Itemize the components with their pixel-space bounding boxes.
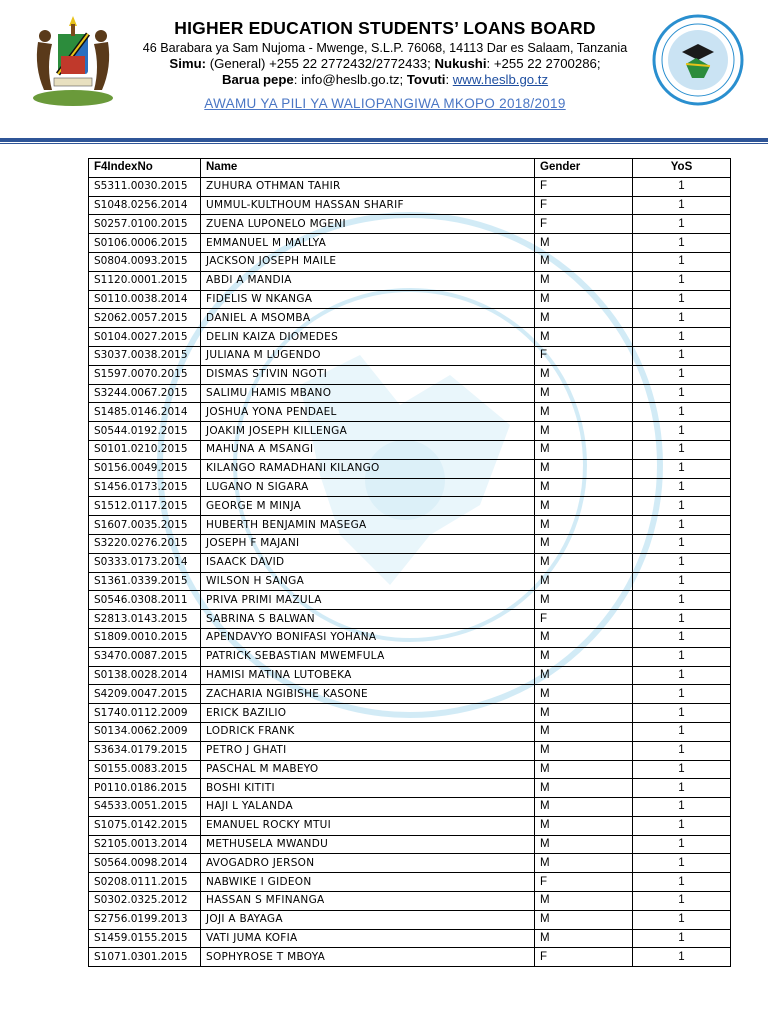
cell-name: HAMISI MATINA LUTOBEKA bbox=[201, 666, 535, 685]
cell-name: JOJI A BAYAGA bbox=[201, 910, 535, 929]
cell-index-no: S0138.0028.2014 bbox=[89, 666, 201, 685]
cell-name: LUGANO N SIGARA bbox=[201, 478, 535, 497]
fax-value: : +255 22 2700286; bbox=[486, 56, 601, 71]
cell-yos: 1 bbox=[633, 365, 731, 384]
cell-yos: 1 bbox=[633, 666, 731, 685]
table-row bbox=[89, 346, 731, 365]
cell-index-no: S3634.0179.2015 bbox=[89, 741, 201, 760]
cell-yos: 1 bbox=[633, 835, 731, 854]
cell-yos: 1 bbox=[633, 572, 731, 591]
cell-gender: M bbox=[535, 422, 633, 441]
table-row bbox=[89, 948, 731, 967]
cell-yos: 1 bbox=[633, 497, 731, 516]
cell-yos: 1 bbox=[633, 704, 731, 723]
cell-gender: M bbox=[535, 798, 633, 817]
cell-gender: M bbox=[535, 290, 633, 309]
cell-index-no: S4533.0051.2015 bbox=[89, 798, 201, 817]
cell-gender: M bbox=[535, 760, 633, 779]
cell-index-no: S0302.0325.2012 bbox=[89, 892, 201, 911]
cell-yos: 1 bbox=[633, 553, 731, 572]
cell-index-no: S3244.0067.2015 bbox=[89, 384, 201, 403]
table-row bbox=[89, 929, 731, 948]
cell-gender: M bbox=[535, 497, 633, 516]
cell-yos: 1 bbox=[633, 234, 731, 253]
cell-yos: 1 bbox=[633, 271, 731, 290]
cell-yos: 1 bbox=[633, 196, 731, 215]
cell-yos: 1 bbox=[633, 741, 731, 760]
cell-gender: M bbox=[535, 553, 633, 572]
cell-yos: 1 bbox=[633, 384, 731, 403]
table-row bbox=[89, 384, 731, 403]
cell-gender: M bbox=[535, 910, 633, 929]
cell-name: HAJI L YALANDA bbox=[201, 798, 535, 817]
cell-index-no: S2062.0057.2015 bbox=[89, 309, 201, 328]
table-row bbox=[89, 873, 731, 892]
cell-gender: M bbox=[535, 440, 633, 459]
cell-gender: M bbox=[535, 534, 633, 553]
fax-label: Nukushi bbox=[434, 56, 487, 71]
cell-yos: 1 bbox=[633, 647, 731, 666]
cell-gender: M bbox=[535, 572, 633, 591]
table-row bbox=[89, 478, 731, 497]
cell-gender: F bbox=[535, 346, 633, 365]
table-row bbox=[89, 309, 731, 328]
cell-index-no: S0156.0049.2015 bbox=[89, 459, 201, 478]
cell-gender: M bbox=[535, 854, 633, 873]
cell-index-no: S0333.0173.2014 bbox=[89, 553, 201, 572]
table-header-row bbox=[89, 159, 731, 178]
organization-name: HIGHER EDUCATION STUDENTS’ LOANS BOARD bbox=[174, 18, 596, 38]
cell-yos: 1 bbox=[633, 328, 731, 347]
cell-yos: 1 bbox=[633, 403, 731, 422]
cell-yos: 1 bbox=[633, 854, 731, 873]
cell-name: AVOGADRO JERSON bbox=[201, 854, 535, 873]
cell-name: KILANGO RAMADHANI KILANGO bbox=[201, 459, 535, 478]
cell-name: PRIVA PRIMI MAZULA bbox=[201, 591, 535, 610]
cell-gender: M bbox=[535, 666, 633, 685]
cell-yos: 1 bbox=[633, 346, 731, 365]
table-row bbox=[89, 516, 731, 535]
cell-name: JOAKIM JOSEPH KILLENGA bbox=[201, 422, 535, 441]
table-row bbox=[89, 610, 731, 629]
cell-name: WILSON H SANGA bbox=[201, 572, 535, 591]
cell-name: SOPHYROSE T MBOYA bbox=[201, 948, 535, 967]
table-row bbox=[89, 572, 731, 591]
cell-index-no: S1512.0117.2015 bbox=[89, 497, 201, 516]
cell-gender: M bbox=[535, 516, 633, 535]
cell-name: EMANUEL ROCKY MTUI bbox=[201, 816, 535, 835]
cell-name: HUBERTH BENJAMIN MASEGA bbox=[201, 516, 535, 535]
cell-index-no: S0101.0210.2015 bbox=[89, 440, 201, 459]
email-web-line: Barua pepe: info@heslb.go.tz; Tovuti: www.heslb.go.tz bbox=[221, 72, 549, 87]
cell-index-no: S0110.0038.2014 bbox=[89, 290, 201, 309]
table-row bbox=[89, 816, 731, 835]
cell-yos: 1 bbox=[633, 534, 731, 553]
cell-yos: 1 bbox=[633, 309, 731, 328]
cell-name: PASCHAL M MABEYO bbox=[201, 760, 535, 779]
cell-name: JULIANA M LUGENDO bbox=[201, 346, 535, 365]
cell-index-no: S1071.0301.2015 bbox=[89, 948, 201, 967]
address-line: 46 Barabara ya Sam Nujoma - Mwenge, S.L.P. 76068, 14113 Dar es Salaam, Tanzania bbox=[142, 41, 628, 55]
cell-yos: 1 bbox=[633, 440, 731, 459]
cell-gender: F bbox=[535, 215, 633, 234]
cell-index-no: S1485.0146.2014 bbox=[89, 403, 201, 422]
cell-yos: 1 bbox=[633, 290, 731, 309]
table-row bbox=[89, 440, 731, 459]
cell-yos: 1 bbox=[633, 252, 731, 271]
cell-index-no: S1459.0155.2015 bbox=[89, 929, 201, 948]
cell-name: JOSHUA YONA PENDAEL bbox=[201, 403, 535, 422]
letterhead bbox=[0, 0, 768, 140]
cell-yos: 1 bbox=[633, 929, 731, 948]
table-row bbox=[89, 196, 731, 215]
cell-name: JACKSON JOSEPH MAILE bbox=[201, 252, 535, 271]
cell-gender: M bbox=[535, 779, 633, 798]
cell-name: ZACHARIA NGIBISHE KASONE bbox=[201, 685, 535, 704]
cell-name: DANIEL A MSOMBA bbox=[201, 309, 535, 328]
cell-name: HASSAN S MFINANGA bbox=[201, 892, 535, 911]
cell-index-no: S1048.0256.2014 bbox=[89, 196, 201, 215]
cell-yos: 1 bbox=[633, 628, 731, 647]
cell-gender: M bbox=[535, 591, 633, 610]
cell-index-no: S0155.0083.2015 bbox=[89, 760, 201, 779]
cell-yos: 1 bbox=[633, 591, 731, 610]
cell-yos: 1 bbox=[633, 873, 731, 892]
cell-gender: M bbox=[535, 628, 633, 647]
phone-value: (General) +255 22 2772432/2772433; bbox=[209, 56, 431, 71]
table-row bbox=[89, 234, 731, 253]
cell-name: SABRINA S BALWAN bbox=[201, 610, 535, 629]
cell-yos: 1 bbox=[633, 910, 731, 929]
cell-index-no: S1607.0035.2015 bbox=[89, 516, 201, 535]
cell-gender: M bbox=[535, 685, 633, 704]
email-label: Barua pepe bbox=[221, 72, 294, 87]
phone-label: Simu: bbox=[169, 56, 207, 71]
cell-gender: M bbox=[535, 252, 633, 271]
cell-yos: 1 bbox=[633, 722, 731, 741]
cell-name: JOSEPH F MAJANI bbox=[201, 534, 535, 553]
cell-index-no: S0134.0062.2009 bbox=[89, 722, 201, 741]
cell-index-no: S0106.0006.2015 bbox=[89, 234, 201, 253]
table-row bbox=[89, 271, 731, 290]
cell-name: ERICK BAZILIO bbox=[201, 704, 535, 723]
cell-index-no: S3220.0276.2015 bbox=[89, 534, 201, 553]
cell-gender: M bbox=[535, 403, 633, 422]
header-rule-thin bbox=[0, 143, 768, 144]
cell-index-no: S4209.0047.2015 bbox=[89, 685, 201, 704]
cell-index-no: S3037.0038.2015 bbox=[89, 346, 201, 365]
table-row bbox=[89, 722, 731, 741]
table-row bbox=[89, 328, 731, 347]
cell-name: APENDAVYO BONIFASI YOHANA bbox=[201, 628, 535, 647]
loan-beneficiaries-table bbox=[88, 158, 731, 967]
table-row bbox=[89, 553, 731, 572]
table-row bbox=[89, 628, 731, 647]
table-row bbox=[89, 290, 731, 309]
cell-index-no: S1740.0112.2009 bbox=[89, 704, 201, 723]
cell-gender: F bbox=[535, 177, 633, 196]
cell-yos: 1 bbox=[633, 610, 731, 629]
cell-gender: M bbox=[535, 328, 633, 347]
cell-name: NABWIKE I GIDEON bbox=[201, 873, 535, 892]
cell-index-no: S1120.0001.2015 bbox=[89, 271, 201, 290]
cell-name: GEORGE M MINJA bbox=[201, 497, 535, 516]
table-row bbox=[89, 403, 731, 422]
cell-name: ZUENA LUPONELO MGENI bbox=[201, 215, 535, 234]
cell-yos: 1 bbox=[633, 459, 731, 478]
cell-gender: M bbox=[535, 234, 633, 253]
cell-gender: M bbox=[535, 478, 633, 497]
cell-gender: M bbox=[535, 384, 633, 403]
cell-index-no: S0804.0093.2015 bbox=[89, 252, 201, 271]
cell-gender: F bbox=[535, 196, 633, 215]
table-row bbox=[89, 177, 731, 196]
table-row bbox=[89, 779, 731, 798]
table-row bbox=[89, 704, 731, 723]
cell-yos: 1 bbox=[633, 892, 731, 911]
cell-name: DELIN KAIZA DIOMEDES bbox=[201, 328, 535, 347]
web-label: Tovuti bbox=[406, 72, 446, 87]
cell-yos: 1 bbox=[633, 798, 731, 817]
cell-gender: M bbox=[535, 365, 633, 384]
document-subtitle: AWAMU YA PILI YA WALIOPANGIWA MKOPO 2018/2019 bbox=[204, 96, 566, 111]
cell-index-no: S2756.0199.2013 bbox=[89, 910, 201, 929]
column-header-gender: Gender bbox=[535, 159, 633, 178]
cell-name: METHUSELA MWANDU bbox=[201, 835, 535, 854]
cell-index-no: S0544.0192.2015 bbox=[89, 422, 201, 441]
table-row bbox=[89, 215, 731, 234]
cell-index-no: S0546.0308.2011 bbox=[89, 591, 201, 610]
table-row bbox=[89, 422, 731, 441]
cell-yos: 1 bbox=[633, 215, 731, 234]
cell-name: ABDI A MANDIA bbox=[201, 271, 535, 290]
cell-index-no: S2105.0013.2014 bbox=[89, 835, 201, 854]
cell-gender: M bbox=[535, 741, 633, 760]
cell-name: BOSHI KITITI bbox=[201, 779, 535, 798]
column-header-name: Name bbox=[201, 159, 535, 178]
table-row bbox=[89, 798, 731, 817]
cell-yos: 1 bbox=[633, 422, 731, 441]
table-row bbox=[89, 365, 731, 384]
table-row bbox=[89, 892, 731, 911]
cell-gender: M bbox=[535, 271, 633, 290]
table-row bbox=[89, 854, 731, 873]
table-row bbox=[89, 741, 731, 760]
cell-index-no: S1361.0339.2015 bbox=[89, 572, 201, 591]
cell-name: ISAACK DAVID bbox=[201, 553, 535, 572]
cell-gender: M bbox=[535, 459, 633, 478]
cell-yos: 1 bbox=[633, 948, 731, 967]
cell-gender: M bbox=[535, 647, 633, 666]
cell-yos: 1 bbox=[633, 816, 731, 835]
cell-index-no: S3470.0087.2015 bbox=[89, 647, 201, 666]
table-row bbox=[89, 497, 731, 516]
table-row bbox=[89, 910, 731, 929]
table-row bbox=[89, 252, 731, 271]
cell-gender: M bbox=[535, 892, 633, 911]
cell-index-no: S5311.0030.2015 bbox=[89, 177, 201, 196]
cell-index-no: S0564.0098.2014 bbox=[89, 854, 201, 873]
website-link[interactable]: www.heslb.go.tz bbox=[452, 72, 549, 87]
cell-index-no: S2813.0143.2015 bbox=[89, 610, 201, 629]
cell-index-no: S1809.0010.2015 bbox=[89, 628, 201, 647]
table-row bbox=[89, 685, 731, 704]
cell-index-no: S0257.0100.2015 bbox=[89, 215, 201, 234]
table-row bbox=[89, 760, 731, 779]
cell-gender: M bbox=[535, 835, 633, 854]
cell-yos: 1 bbox=[633, 478, 731, 497]
header-rule bbox=[0, 138, 768, 142]
cell-name: SALIMU HAMIS MBANO bbox=[201, 384, 535, 403]
cell-index-no: S1597.0070.2015 bbox=[89, 365, 201, 384]
cell-index-no: P0110.0186.2015 bbox=[89, 779, 201, 798]
cell-gender: M bbox=[535, 816, 633, 835]
table-row bbox=[89, 647, 731, 666]
cell-gender: M bbox=[535, 704, 633, 723]
table-row bbox=[89, 534, 731, 553]
cell-name: ZUHURA OTHMAN TAHIR bbox=[201, 177, 535, 196]
cell-gender: M bbox=[535, 929, 633, 948]
cell-yos: 1 bbox=[633, 779, 731, 798]
cell-gender: F bbox=[535, 873, 633, 892]
column-header-yos: YoS bbox=[633, 159, 731, 178]
cell-name: PATRICK SEBASTIAN MWEMFULA bbox=[201, 647, 535, 666]
cell-name: LODRICK FRANK bbox=[201, 722, 535, 741]
table-row bbox=[89, 459, 731, 478]
cell-index-no: S1075.0142.2015 bbox=[89, 816, 201, 835]
cell-name: VATI JUMA KOFIA bbox=[201, 929, 535, 948]
cell-name: MAHUNA A MSANGI bbox=[201, 440, 535, 459]
cell-name: FIDELIS W NKANGA bbox=[201, 290, 535, 309]
cell-name: DISMAS STIVIN NGOTI bbox=[201, 365, 535, 384]
contact-line bbox=[130, 56, 640, 71]
cell-index-no: S1456.0173.2015 bbox=[89, 478, 201, 497]
cell-index-no: S0208.0111.2015 bbox=[89, 873, 201, 892]
column-header-index: F4IndexNo bbox=[89, 159, 201, 178]
table-row bbox=[89, 666, 731, 685]
cell-name: EMMANUEL M MALLYA bbox=[201, 234, 535, 253]
cell-yos: 1 bbox=[633, 685, 731, 704]
cell-gender: F bbox=[535, 948, 633, 967]
cell-index-no: S0104.0027.2015 bbox=[89, 328, 201, 347]
table-row bbox=[89, 591, 731, 610]
table-row bbox=[89, 835, 731, 854]
cell-gender: M bbox=[535, 722, 633, 741]
cell-name: UMMUL-KULTHOUM HASSAN SHARIF bbox=[201, 196, 535, 215]
email-value: : info@heslb.go.tz; bbox=[293, 72, 404, 87]
cell-yos: 1 bbox=[633, 177, 731, 196]
cell-yos: 1 bbox=[633, 760, 731, 779]
cell-gender: F bbox=[535, 610, 633, 629]
heslb-seal-icon bbox=[652, 14, 744, 106]
cell-gender: M bbox=[535, 309, 633, 328]
cell-name: PETRO J GHATI bbox=[201, 741, 535, 760]
cell-yos: 1 bbox=[633, 516, 731, 535]
tanzania-coat-of-arms-icon bbox=[28, 12, 118, 108]
